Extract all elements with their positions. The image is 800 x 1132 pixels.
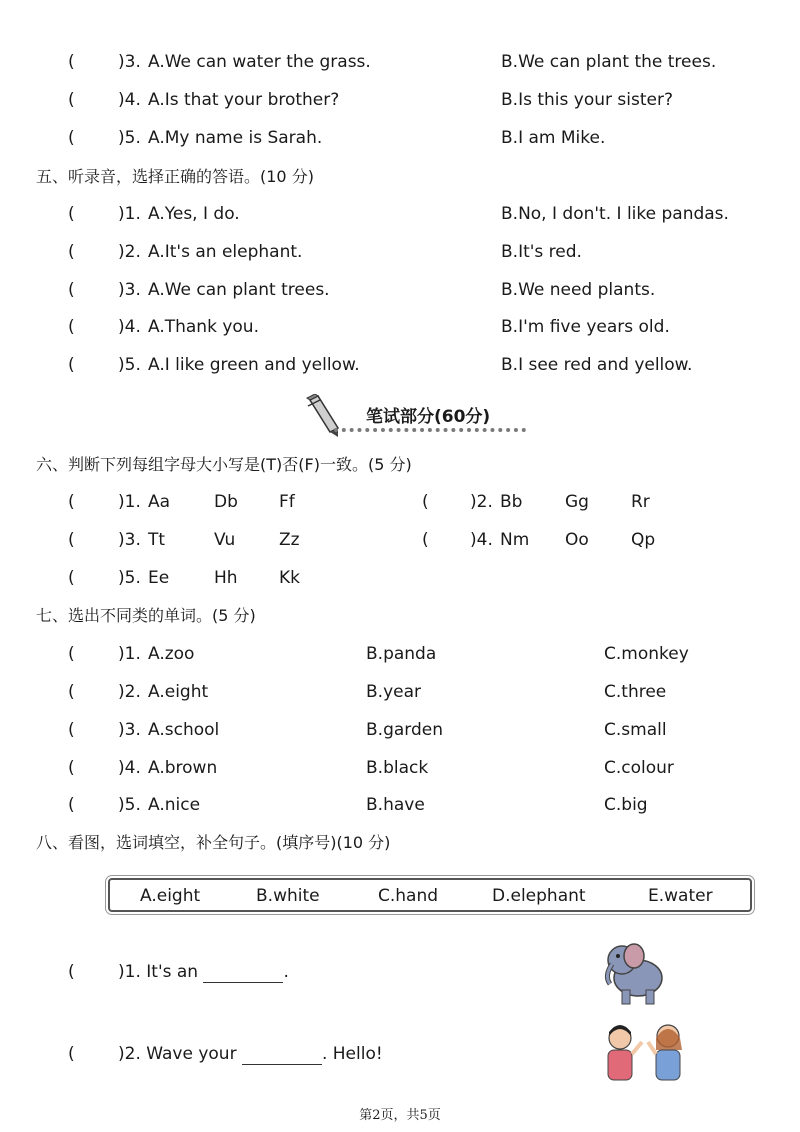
option-a: A.I like green and yellow. [148,355,360,375]
word-option: E.water [648,886,713,906]
letter-pair: Ee [148,568,170,588]
option-b: B.garden [366,720,443,740]
item-number: )3. [118,280,141,300]
item-number: )5. [118,355,141,375]
option-a: A.eight [148,682,209,702]
letter-pair: Tt [148,530,166,550]
option-c: C.small [604,720,667,740]
item-number: )1. [118,492,141,512]
answer-paren[interactable]: ( [68,530,75,550]
answer-paren[interactable]: ( [68,962,75,982]
item-number: )1. [118,644,141,664]
item-number: )5. [118,128,141,148]
answer-paren[interactable]: ( [68,568,75,588]
option-a: A.My name is Sarah. [148,128,323,148]
option-a: A.zoo [148,644,195,664]
word-option: A.eight [140,886,201,906]
section6-heading: 六、判断下列每组字母大小写是(T)否(F)一致。(5 分) [36,455,412,474]
item-number: )2. [470,492,493,512]
item-number: )3. [118,720,141,740]
item-number: )4. [118,317,141,337]
option-c: C.monkey [604,644,689,664]
option-a: A.brown [148,758,218,778]
letter-pair: Kk [279,568,300,588]
letter-pair: Bb [500,492,523,512]
option-b: B.I am Mike. [501,128,606,148]
option-b: B.I see red and yellow. [501,355,693,375]
letter-pair: Ff [279,492,295,512]
answer-paren[interactable]: ( [422,492,429,512]
item-number: )2. [118,1044,141,1064]
option-a: A.school [148,720,220,740]
word-option: B.white [256,886,320,906]
answer-paren[interactable]: ( [68,204,75,224]
section5-heading: 五、听录音，选择正确的答语。(10 分) [36,167,314,186]
answer-paren[interactable]: ( [68,720,75,740]
option-c: C.big [604,795,648,815]
option-a: A.We can plant trees. [148,280,330,300]
answer-paren[interactable]: ( [68,90,75,110]
answer-paren[interactable]: ( [68,242,75,262]
option-b: B.I'm five years old. [501,317,670,337]
word-bank [108,878,752,912]
option-b: B.No, I don't. I like pandas. [501,204,729,224]
section8-heading: 八、看图，选词填空，补全句子。(填序号)(10 分) [36,833,391,852]
answer-paren[interactable]: ( [68,1044,75,1064]
item-number: )3. [118,52,141,72]
letter-pair: Vu [214,530,236,550]
letter-pair: Rr [631,492,650,512]
section7-heading: 七、选出不同类的单词。(5 分) [36,606,256,625]
option-b: B.Is this your sister? [501,90,673,110]
waving-girls-picture [598,1022,694,1084]
letter-pair: Aa [148,492,171,512]
item-number: )3. [118,530,141,550]
sentence-end: . [283,962,289,982]
answer-paren[interactable]: ( [68,280,75,300]
item-number: )4. [470,530,493,550]
letter-pair: Hh [214,568,238,588]
answer-paren[interactable]: ( [68,128,75,148]
item-number: )2. [118,682,141,702]
option-a: A.Is that your brother? [148,90,340,110]
item-number: )1. [118,962,141,982]
answer-paren[interactable]: ( [68,317,75,337]
answer-paren[interactable]: ( [68,52,75,72]
word-option: D.elephant [492,886,586,906]
answer-paren[interactable]: ( [68,758,75,778]
question-text [118,1043,383,1065]
option-b: B.We can plant the trees. [501,52,717,72]
letter-pair: Nm [500,530,530,550]
item-number: )4. [118,758,141,778]
question-text [118,961,289,983]
option-c: C.colour [604,758,674,778]
option-b: B.panda [366,644,437,664]
sentence-end: . Hello! [321,1044,383,1064]
option-a: A.nice [148,795,201,815]
fill-blank[interactable] [242,1048,322,1065]
option-a: A.We can water the grass. [148,52,371,72]
answer-paren[interactable]: ( [68,644,75,664]
banner-divider [334,428,526,432]
page-footer: 第2页，共5页 [359,1108,441,1123]
letter-pair: Gg [565,492,589,512]
item-number: )1. [118,204,141,224]
option-b: B.It's red. [501,242,582,262]
option-b: B.year [366,682,421,702]
word-option: C.hand [378,886,439,906]
item-number: )5. [118,795,141,815]
answer-paren[interactable]: ( [422,530,429,550]
sentence-start: It's an [146,962,199,982]
sentence-start: Wave your [146,1044,237,1064]
letter-pair: Qp [631,530,656,550]
option-c: C.three [604,682,667,702]
option-a: A.It's an elephant. [148,242,303,262]
letter-pair: Db [214,492,238,512]
letter-pair: Oo [565,530,589,550]
answer-paren[interactable]: ( [68,492,75,512]
answer-paren[interactable]: ( [68,355,75,375]
option-b: B.We need plants. [501,280,656,300]
answer-paren[interactable]: ( [68,682,75,702]
banner-title: 笔试部分(60分) [366,407,491,427]
letter-pair: Zz [279,530,300,550]
option-b: B.have [366,795,425,815]
fill-blank[interactable] [203,966,283,983]
option-b: B.black [366,758,429,778]
item-number: )5. [118,568,141,588]
item-number: )2. [118,242,141,262]
item-number: )4. [118,90,141,110]
option-a: A.Thank you. [148,317,259,337]
option-a: A.Yes, I do. [148,204,240,224]
written-part-banner [300,392,530,438]
answer-paren[interactable]: ( [68,795,75,815]
elephant-picture [600,938,670,1006]
